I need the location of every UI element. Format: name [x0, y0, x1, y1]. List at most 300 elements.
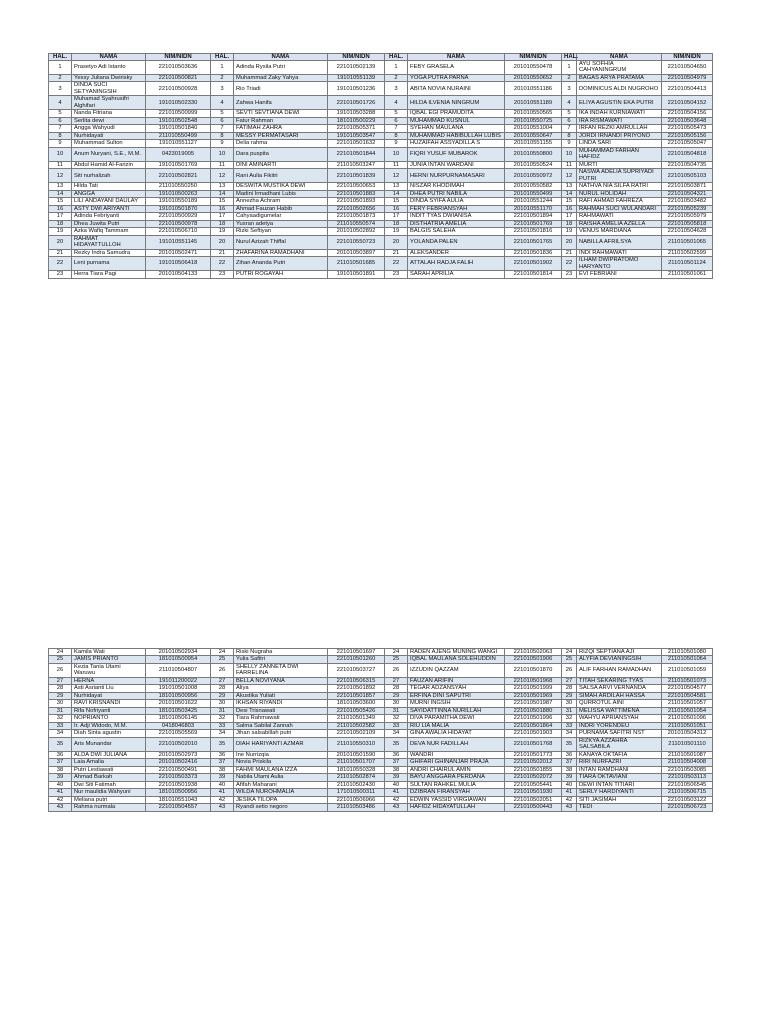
name-cell: JESIKA TILOPA [234, 796, 328, 803]
nim-cell: 211010501124 [662, 257, 713, 271]
table-row [49, 737, 713, 751]
table-row [49, 74, 713, 81]
row-number-cell: 15 [562, 198, 577, 205]
row-number-cell: 30 [562, 700, 577, 707]
name-cell: DEWI INTAN TITIARI [577, 781, 662, 788]
nim-cell: 221010503085 [662, 766, 713, 773]
nim-cell: 191010550189 [146, 198, 211, 205]
name-cell: Diah Sinta agustin [72, 730, 146, 737]
row-number-cell: 18 [49, 220, 72, 227]
nim-cell: 221010501903 [505, 730, 562, 737]
nim-cell: 221010504152 [662, 96, 713, 110]
row-number-cell: 1 [49, 61, 72, 75]
nim-cell: 191010503547 [328, 132, 385, 139]
row-number-cell: 22 [562, 257, 577, 271]
nim-cell: 221010503871 [662, 183, 713, 190]
nim-cell: 201010502934 [146, 649, 211, 656]
row-number-cell: 36 [385, 751, 408, 758]
nim-cell: 221010501938 [146, 781, 211, 788]
row-number-cell: 41 [562, 789, 577, 796]
name-cell: IQBAL MAULANA SOLEHUDDIN [408, 656, 505, 663]
nim-cell: 191010551145 [146, 235, 211, 249]
column-header: NIM/NIDN [505, 54, 562, 61]
nim-cell: 201010550582 [505, 183, 562, 190]
name-cell: RAFI AHMAD FAHREZA [577, 198, 662, 205]
name-cell: RIZKYA AZZAHRA SALSABILA [577, 737, 662, 751]
row-number-cell: 28 [562, 685, 577, 692]
name-cell: GINA AWALIA HIDAYAT [408, 730, 505, 737]
name-cell: Abdul Hamid Al-Farizin [72, 161, 146, 168]
nim-cell: 221010505371 [328, 125, 385, 132]
name-cell: Desi Trisnawati [234, 707, 328, 714]
column-header: HAL. [211, 54, 234, 61]
name-cell: DINI AMINARTI [234, 161, 328, 168]
name-cell: NASWA ADELIA SUPRIYADI PUTRI [577, 169, 662, 183]
name-cell: NISZAR KHODIMAH [408, 183, 505, 190]
column-header: NAMA [408, 54, 505, 61]
name-cell: ASTY DWI ARIYANTI [72, 205, 146, 212]
row-number-cell: 9 [49, 140, 72, 147]
table-row [49, 663, 713, 677]
row-number-cell: 11 [49, 161, 72, 168]
row-number-cell: 5 [562, 110, 577, 117]
row-number-cell: 41 [385, 789, 408, 796]
row-number-cell: 31 [211, 707, 234, 714]
row-number-cell: 39 [385, 774, 408, 781]
nim-cell: 201010550652 [505, 74, 562, 81]
nim-cell: 201010502892 [328, 228, 385, 235]
table-row [49, 796, 713, 803]
name-cell: BALGIS SALEHA [408, 228, 505, 235]
row-number-cell: 38 [211, 766, 234, 773]
nim-cell: 0418046803 [146, 722, 211, 729]
name-cell: SYEHAN MAULANA [408, 125, 505, 132]
row-number-cell: 33 [562, 722, 577, 729]
row-number-cell: 3 [49, 82, 72, 96]
name-cell: Rezky Indra Samudra [72, 249, 146, 256]
row-number-cell: 22 [49, 257, 72, 271]
nim-cell: 221010501892 [328, 685, 385, 692]
name-cell: Novia Priskila [234, 759, 328, 766]
name-cell: Laia Amalia [72, 759, 146, 766]
row-number-cell: 24 [49, 649, 72, 656]
name-cell: Riski Nugraha [234, 649, 328, 656]
table-row [49, 685, 713, 692]
table-row [49, 183, 713, 190]
name-cell: Azka Wafiq Tammam [72, 228, 146, 235]
nim-cell: 221010506966 [328, 796, 385, 803]
nim-cell: 221010502072 [505, 774, 562, 781]
name-cell: IZZUDIN QAZZAM [408, 663, 505, 677]
table-row [49, 804, 713, 811]
nim-cell: 221010502051 [505, 796, 562, 803]
nim-cell: 211010503247 [328, 161, 385, 168]
row-number-cell: 17 [562, 213, 577, 220]
nim-cell: 181010551043 [146, 796, 211, 803]
nim-cell: 221010501902 [505, 257, 562, 271]
row-number-cell: 31 [49, 707, 72, 714]
row-number-cell: 27 [211, 677, 234, 684]
row-number-cell: 26 [211, 663, 234, 677]
nim-cell: 201010550478 [505, 61, 562, 75]
row-number-cell: 14 [562, 190, 577, 197]
name-cell: Muhammad Sulton [72, 140, 146, 147]
nim-cell: 221010505239 [662, 205, 713, 212]
name-cell: TEGAR ADZANSYAH [408, 685, 505, 692]
name-cell: FAHMI MAULANA IZZA [234, 766, 328, 773]
nim-cell: 201010551244 [505, 198, 562, 205]
name-cell: IQBAL EGI PRAMUDITA [408, 110, 505, 117]
nim-cell: 221010501768 [505, 737, 562, 751]
row-number-cell: 41 [49, 789, 72, 796]
name-cell: Nurhidayati [72, 132, 146, 139]
row-number-cell: 29 [211, 692, 234, 699]
nim-cell: 181010503425 [146, 707, 211, 714]
table-row [49, 789, 713, 796]
nim-cell: 221010506545 [662, 781, 713, 788]
name-cell: Zihan Ananda Putri [234, 257, 328, 271]
name-cell: MURTI [577, 161, 662, 168]
row-number-cell: 4 [49, 96, 72, 110]
table-row [49, 700, 713, 707]
nim-cell: 181010506145 [146, 715, 211, 722]
nim-cell: 181010550328 [328, 766, 385, 773]
name-cell: HERNI NURPURNAMASARI [408, 169, 505, 183]
row-number-cell: 20 [562, 235, 577, 249]
row-number-cell: 33 [211, 722, 234, 729]
table-row [49, 96, 713, 110]
nim-cell: 191010501870 [146, 205, 211, 212]
row-number-cell: 6 [49, 117, 72, 124]
row-number-cell: 42 [211, 796, 234, 803]
name-cell: ALYFIA DEVIANINGSIH [577, 656, 662, 663]
name-cell: SAYIDATTINNA NURILLAH [408, 707, 505, 714]
nim-cell: 211010501087 [662, 751, 713, 758]
nim-cell: 211010501073 [662, 677, 713, 684]
name-cell: AYU SOFHIA CAHYANINGRUM [577, 61, 662, 75]
name-cell: RAHMAWATI [577, 213, 662, 220]
row-number-cell: 23 [562, 271, 577, 278]
row-number-cell: 10 [562, 147, 577, 161]
name-cell: DISTHATRIA AMELIA [408, 220, 505, 227]
name-cell: Anum Nuryani, S.E., M.M. [72, 147, 146, 161]
name-cell: TEDI [577, 804, 662, 811]
name-cell: Angga Wahyudi [72, 125, 146, 132]
name-cell: HAFIDZ HIDAYATULLAH [408, 804, 505, 811]
row-number-cell: 9 [385, 140, 408, 147]
row-number-cell: 20 [211, 235, 234, 249]
row-number-cell: 7 [211, 125, 234, 132]
table-row [49, 692, 713, 699]
nim-cell: 221010505426 [328, 707, 385, 714]
nim-cell: 201010550524 [505, 161, 562, 168]
nim-cell: 221010500928 [146, 82, 211, 96]
nim-cell: 191010502330 [146, 96, 211, 110]
row-number-cell: 26 [49, 663, 72, 677]
row-number-cell: 25 [562, 656, 577, 663]
row-number-cell: 17 [385, 213, 408, 220]
name-cell: NOPRIANTO [72, 715, 146, 722]
row-number-cell: 8 [385, 132, 408, 139]
nim-cell: 181010500229 [328, 117, 385, 124]
row-number-cell: 8 [49, 132, 72, 139]
name-cell: INDI RAHMAWATI [577, 249, 662, 256]
name-cell: Rio Triadi [234, 82, 328, 96]
nim-cell: 211010501349 [328, 715, 385, 722]
name-cell: WAHYU APRIANSYAH [577, 715, 662, 722]
nim-cell: 181010500956 [146, 692, 211, 699]
row-number-cell: 1 [211, 61, 234, 75]
nim-cell: 181010500954 [146, 656, 211, 663]
row-number-cell: 30 [49, 700, 72, 707]
nim-cell: 201010550972 [505, 169, 562, 183]
row-number-cell: 16 [49, 205, 72, 212]
nim-cell: 221010501816 [505, 228, 562, 235]
name-cell: FEBY GRASELA [408, 61, 505, 75]
row-number-cell: 18 [385, 220, 408, 227]
nim-cell: 211010501054 [662, 707, 713, 714]
row-number-cell: 12 [49, 169, 72, 183]
nim-cell: 191010501769 [146, 161, 211, 168]
row-number-cell: 17 [49, 213, 72, 220]
name-cell: Tiara Rahmawati [234, 715, 328, 722]
nim-cell: 221010502109 [328, 730, 385, 737]
row-number-cell: 35 [49, 737, 72, 751]
row-number-cell: 16 [385, 205, 408, 212]
nim-cell: 211010501707 [328, 759, 385, 766]
nim-cell: 221010506710 [146, 228, 211, 235]
name-cell: Aris Munandar [72, 737, 146, 751]
row-number-cell: 30 [385, 700, 408, 707]
nim-cell: 221010501773 [505, 751, 562, 758]
table-row [49, 110, 713, 117]
row-number-cell: 25 [211, 656, 234, 663]
name-cell: Annezha Achram [234, 198, 328, 205]
row-number-cell: 2 [49, 74, 72, 81]
name-cell: Zahwa Hanifa [234, 96, 328, 110]
table-row [49, 190, 713, 197]
nim-cell: 221010505441 [505, 781, 562, 788]
name-cell: IKA INDAH KURNIAWATI [577, 110, 662, 117]
nim-cell: 201010551189 [505, 96, 562, 110]
name-cell: Rifa Nofriyanti [72, 707, 146, 714]
name-cell: TITAH SEKARING TYAS [577, 677, 662, 684]
nim-cell: 201010501590 [328, 751, 385, 758]
name-cell: DHEA PUTRI NABILA [408, 190, 505, 197]
row-number-cell: 14 [49, 190, 72, 197]
name-cell: LILI ANDAYANI DAULAY [72, 198, 146, 205]
row-number-cell: 10 [385, 147, 408, 161]
row-number-cell: 43 [385, 804, 408, 811]
nim-cell: 221010500491 [146, 766, 211, 773]
nim-cell: 221010501844 [328, 147, 385, 161]
nim-cell: 221010503648 [662, 117, 713, 124]
name-cell: ELIYA AGUSTIN EKA PUTRI [577, 96, 662, 110]
nim-cell: 221010505103 [662, 169, 713, 183]
nim-cell: 221010501769 [505, 220, 562, 227]
row-number-cell: 11 [211, 161, 234, 168]
name-cell: LINDA SARI [577, 140, 662, 147]
table-row [49, 656, 713, 663]
name-cell: FATIMAH ZAHRA [234, 125, 328, 132]
name-cell: Adinda Febriyanti [72, 213, 146, 220]
name-cell: Nanda Fitriana [72, 110, 146, 117]
nim-cell: 201010550725 [505, 117, 562, 124]
row-number-cell: 34 [49, 730, 72, 737]
nim-cell: 221010501968 [505, 677, 562, 684]
name-cell: EDWIN YASSID VIRGIAWAN [408, 796, 505, 803]
nim-cell: 191010551139 [328, 74, 385, 81]
nim-cell: 221010501930 [505, 789, 562, 796]
row-number-cell: 6 [211, 117, 234, 124]
row-number-cell: 1 [562, 61, 577, 75]
column-header: NIM/NIDN [146, 54, 211, 61]
name-cell: FIQRI YUSUF MUBAROK [408, 147, 505, 161]
row-number-cell: 4 [562, 96, 577, 110]
row-number-cell: 36 [49, 751, 72, 758]
name-cell: TIARA OKTAVIANI [577, 774, 662, 781]
table-row [49, 82, 713, 96]
row-number-cell: 15 [385, 198, 408, 205]
table-row [49, 132, 713, 139]
nim-cell: 211010550310 [328, 737, 385, 751]
name-cell: DOMINICUS ALDI NUGROHO [577, 82, 662, 96]
name-cell: Prasetyo Adi Istanto [72, 61, 146, 75]
name-cell: Asti Asrianti Liu [72, 685, 146, 692]
nim-cell: 221010503727 [328, 663, 385, 677]
name-cell: JUNIA INTAN WARDANI [408, 161, 505, 168]
name-cell: Cahyaadigumelar [234, 213, 328, 220]
name-cell: SITI JASIMAH [577, 796, 662, 803]
nim-cell: 221010503482 [662, 198, 713, 205]
name-cell: MESSY PERMATASARI [234, 132, 328, 139]
row-number-cell: 12 [385, 169, 408, 183]
nim-cell: 201010504133 [146, 271, 211, 278]
row-number-cell: 2 [385, 74, 408, 81]
nim-cell: 221010501893 [328, 198, 385, 205]
name-cell: SARAH APRILIA [408, 271, 505, 278]
row-number-cell: 2 [562, 74, 577, 81]
row-number-cell: 24 [562, 649, 577, 656]
row-number-cell: 32 [49, 715, 72, 722]
name-cell: Dwi Siti Fatimah [72, 781, 146, 788]
nim-cell: 221010505818 [662, 220, 713, 227]
name-cell: MELISSA WATTIMENA [577, 707, 662, 714]
table-row [49, 707, 713, 714]
table-row [49, 235, 713, 249]
name-cell: Ahmad Fauzan Habib [234, 205, 328, 212]
nim-cell: 201010502416 [146, 759, 211, 766]
name-cell: BAYU ANGGARA PERDANA [408, 774, 505, 781]
name-cell: MUHAMMAD FARHAN HAFIDZ [577, 147, 662, 161]
table-row [49, 759, 713, 766]
row-number-cell: 1 [385, 61, 408, 75]
row-number-cell: 21 [49, 249, 72, 256]
nim-cell: 221010502821 [146, 169, 211, 183]
row-number-cell: 23 [211, 271, 234, 278]
nim-cell: 0423019005 [146, 147, 211, 161]
nim-cell: 221010501996 [505, 715, 562, 722]
row-number-cell: 25 [49, 656, 72, 663]
row-number-cell: 33 [385, 722, 408, 729]
name-cell: NATHVA NIA SILFA RATRI [577, 183, 662, 190]
row-number-cell: 9 [562, 140, 577, 147]
row-number-cell: 20 [49, 235, 72, 249]
row-number-cell: 19 [385, 228, 408, 235]
table-body [49, 61, 713, 279]
row-number-cell: 34 [562, 730, 577, 737]
nim-cell: 211010501051 [662, 722, 713, 729]
row-number-cell: 18 [562, 220, 577, 227]
row-number-cell: 29 [49, 692, 72, 699]
row-number-cell: 34 [385, 730, 408, 737]
row-number-cell: 40 [562, 781, 577, 788]
name-cell: Madini Irmadhani Lubis [234, 190, 328, 197]
row-number-cell: 3 [385, 82, 408, 96]
row-number-cell: 7 [49, 125, 72, 132]
nim-cell: 221010505569 [146, 730, 211, 737]
name-cell: EVI FEBRIANI [577, 271, 662, 278]
row-number-cell: 4 [385, 96, 408, 110]
row-number-cell: 34 [211, 730, 234, 737]
row-number-cell: 28 [385, 685, 408, 692]
name-cell: ZHAFARINA RAMADHANI [234, 249, 328, 256]
name-cell: ANDRI CHAIRUL AMIN [408, 766, 505, 773]
nim-cell: 221010503373 [146, 774, 211, 781]
name-cell: Delia rahma [234, 140, 328, 147]
nim-cell: 191010500263 [146, 190, 211, 197]
row-number-cell: 16 [562, 205, 577, 212]
row-number-cell: 13 [385, 183, 408, 190]
nim-cell: 221010505473 [662, 125, 713, 132]
name-cell: IKHSAN RIYANDI [234, 700, 328, 707]
row-number-cell: 24 [385, 649, 408, 656]
table-row [49, 61, 713, 75]
nim-cell: 201010504312 [662, 730, 713, 737]
name-cell: Leni purnama [72, 257, 146, 271]
name-cell: Adinda Rysila Putri [234, 61, 328, 75]
nim-cell: 181010503600 [328, 700, 385, 707]
nim-cell: 171010500311 [328, 789, 385, 796]
name-cell: DIVA PARAMITHA DEWI [408, 715, 505, 722]
nim-cell: 211010501061 [662, 271, 713, 278]
row-number-cell: 27 [49, 677, 72, 684]
name-cell: Nurhidayat [72, 692, 146, 699]
nim-cell: 221010501999 [505, 685, 562, 692]
name-cell: HUZAIFAH ASSYADILLA S [408, 140, 505, 147]
column-header: NAMA [234, 54, 328, 61]
table-row [49, 228, 713, 235]
nim-cell: 201010550800 [505, 147, 562, 161]
name-cell: RAHMAT HIDAYATTULLOH [72, 235, 146, 249]
row-number-cell: 2 [211, 74, 234, 81]
nim-cell: 221010505156 [662, 132, 713, 139]
table-row [49, 169, 713, 183]
name-cell: IRA RISMAWATI [577, 117, 662, 124]
row-number-cell: 32 [211, 715, 234, 722]
name-cell: VENUS MARDIANA [577, 228, 662, 235]
row-number-cell: 38 [49, 766, 72, 773]
nim-cell: 211010501685 [328, 257, 385, 271]
row-number-cell: 41 [211, 789, 234, 796]
name-cell: RIZQI SEPTIANA AJI [577, 649, 662, 656]
name-cell: YOGA PUTRA PARNA [408, 74, 505, 81]
nim-cell: 211010550574 [328, 220, 385, 227]
name-cell: Akustika Yuliati [234, 692, 328, 699]
row-number-cell: 11 [385, 161, 408, 168]
name-cell: Dara puspita [234, 147, 328, 161]
row-number-cell: 43 [211, 804, 234, 811]
